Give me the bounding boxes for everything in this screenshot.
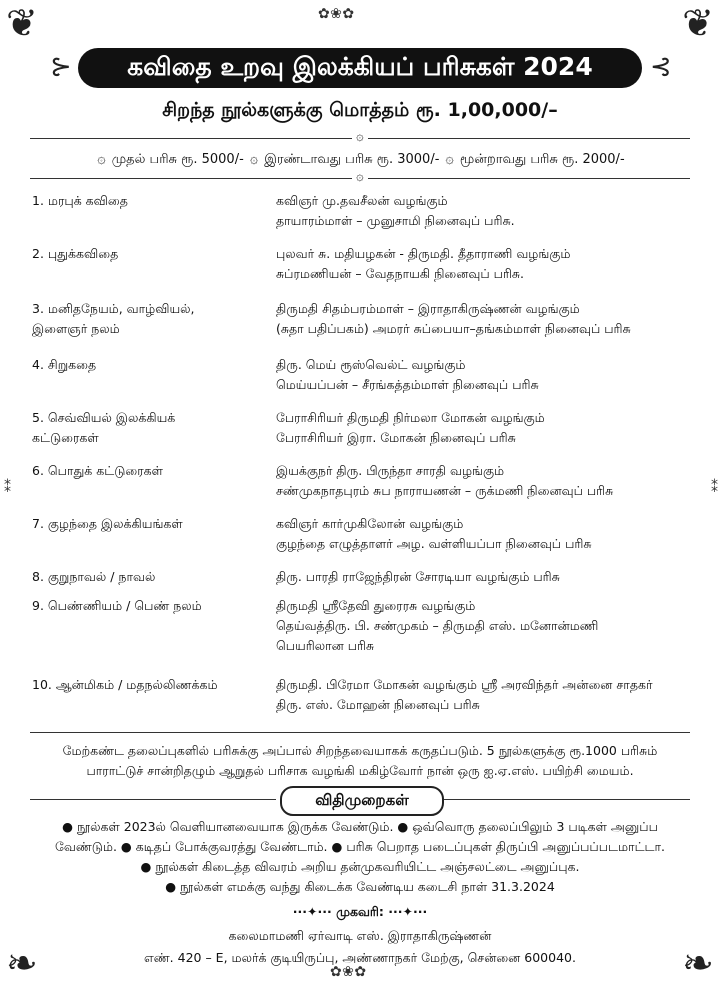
left-ornament-icon: ⁑ bbox=[4, 480, 9, 496]
category-sponsor bbox=[276, 408, 706, 448]
divider bbox=[30, 732, 690, 733]
title-right-ornament-icon: ⊰ bbox=[650, 52, 672, 82]
poster-title: கவிதை உறவு இலக்கியப் பரிசுகள் 2024 bbox=[78, 48, 642, 88]
title-left-ornament-icon: ⊱ bbox=[50, 52, 72, 82]
dash-ornament-icon: ···✦··· bbox=[388, 904, 428, 919]
category-sponsor bbox=[276, 191, 706, 231]
corner-ornament-icon: ❦ bbox=[6, 1, 38, 45]
rules-list bbox=[30, 817, 690, 897]
category-sponsor bbox=[276, 596, 706, 656]
sponsor-line: கவிஞர் மு.தவசீலன் வழங்கும் bbox=[276, 193, 448, 208]
category-name: 5. செவ்வியல் இலக்கியக் கட்டுரைகள் bbox=[32, 410, 176, 445]
sponsor-line: திருமதி சிதம்பரம்மாள் – இராதாகிருஷ்ணன் வழங்கும் bbox=[276, 301, 580, 316]
sponsor-line: தெய்வத்திரு. பி. சண்முகம் – திருமதி எஸ். மனோன்மணி bbox=[276, 618, 599, 633]
prize-amounts bbox=[0, 151, 720, 168]
category-name: 6. பொதுக் கட்டுரைகள் bbox=[32, 463, 163, 478]
sponsor-line: கவிஞர் கார்முகிலோன் வழங்கும் bbox=[276, 516, 464, 531]
total-prize-subtitle: சிறந்த நூல்களுக்கு மொத்தம் ரூ. 1,00,000/– bbox=[162, 99, 558, 121]
note-line: பாராட்டுச் சான்றிதழும் ஆறுதல் பரிசாக வழங்கி மகிழ்வோர் நான் ஒரு ஐ.ஏ.எஸ். பயிற்சி மையம். bbox=[86, 763, 634, 778]
category-sponsor bbox=[276, 355, 706, 395]
flower-bullet-icon: ۞ bbox=[445, 151, 454, 167]
flower-bullet-icon: ۞ bbox=[249, 151, 259, 167]
divider bbox=[444, 799, 690, 800]
category-sponsor bbox=[276, 299, 706, 339]
address-name: கலைமாமணி ஏர்வாடி எஸ். இராதாகிருஷ்ணன் bbox=[228, 928, 492, 943]
rule-line: வேண்டும். ● கடிதப் போக்குவரத்து வேண்டாம். ● பரிசு பெறாத படைப்புகள் திருப்பி அனுப்பப்படமாட்டா. bbox=[55, 839, 665, 854]
sponsor-line: (சுதா பதிப்பகம்) அமரர் சுப்பையா–தங்கம்மாள் நினைவுப் பரிசு bbox=[276, 321, 631, 336]
category-name: 8. குறுநாவல் / நாவல் bbox=[32, 569, 156, 584]
divider bbox=[30, 799, 276, 800]
category-name: 2. புதுக்கவிதை bbox=[32, 246, 119, 261]
sponsor-line: திருமதி. பிரேமா மோகன் வழங்கும் ஸ்ரீ அரவிந்தர் அன்னை சாதகர் bbox=[276, 677, 653, 692]
sponsor-line: இயக்குநர் திரு. பிருந்தா சாரதி வழங்கும் bbox=[276, 463, 505, 478]
sponsor-line: புலவர் சு. மதியழகன் - திருமதி. தீதாராணி வழங்கும் bbox=[276, 246, 571, 261]
category-sponsor bbox=[276, 244, 706, 284]
rule-line: ● நூல்கள் எமக்கு வந்து கிடைக்க வேண்டிய கடைசி நாள் 31.3.2024 bbox=[165, 879, 555, 894]
right-ornament-icon: ⁑ bbox=[711, 480, 716, 496]
sponsor-line: திரு. பாரதி ராஜேந்திரன் சோரடியா வழங்கும் பரிசு bbox=[276, 569, 560, 584]
category-name: 1. மரபுக் கவிதை bbox=[32, 193, 128, 208]
category-sponsor bbox=[276, 461, 706, 501]
address-heading bbox=[0, 904, 720, 921]
category-name: 4. சிறுகதை bbox=[32, 357, 97, 372]
category-sponsor bbox=[276, 675, 706, 715]
category-name: 7. குழந்தை இலக்கியங்கள் bbox=[32, 516, 183, 531]
category-name: 3. மனிதநேயம், வாழ்வியல், இளைஞர் நலம் bbox=[32, 301, 195, 336]
corner-ornament-icon: ❦ bbox=[682, 1, 714, 45]
sponsor-line: பேராசிரியர் திருமதி நிர்மலா மோகன் வழங்கும் bbox=[276, 410, 545, 425]
consolation-note bbox=[30, 741, 690, 781]
category-name: 9. பெண்ணியம் / பெண் நலம் bbox=[32, 598, 202, 613]
note-line: மேற்கண்ட தலைப்புகளில் பரிசுக்கு அப்பால் சிறந்தவையாகக் கருதப்படும். 5 நூல்களுக்கு ரூ.1000 பரிசும் bbox=[62, 743, 658, 758]
divider-ornament-icon: ۞ bbox=[352, 169, 368, 184]
sponsor-line: மெய்யப்பன் – சீரங்கத்தம்மாள் நினைவுப் பரிசு bbox=[276, 377, 539, 392]
sponsor-line: சுப்ரமணியன் – வேதநாயகி நினைவுப் பரிசு. bbox=[276, 266, 525, 281]
rule-line: ● நூல்கள் 2023ல் வெளியானவையாக இருக்க வேண்டும். ● ஒவ்வொரு தலைப்பிலும் 3 படிகள் அனுப்ப bbox=[62, 819, 658, 834]
sponsor-line: குழந்தை எழுத்தாளர் அழ. வள்ளியப்பா நினைவுப் பரிசு bbox=[276, 536, 592, 551]
sponsor-line: திரு. எஸ். மோஹன் நினைவுப் பரிசு bbox=[276, 697, 480, 712]
first-prize: முதல் பரிசு ரூ. 5000/- bbox=[111, 152, 244, 167]
sponsor-line: திருமதி ஸ்ரீதேவி துரைரசு வழங்கும் bbox=[276, 598, 476, 613]
address-line: எண். 420 – E, மலர்க் குடியிருப்பு, அண்ணாநகர் மேற்கு, சென்னை 600040. bbox=[144, 950, 576, 965]
sponsor-line: பேராசிரியர் இரா. மோகன் நினைவுப் பரிசு bbox=[276, 430, 516, 445]
bottom-ornament-icon: ✿ ❀ ✿ bbox=[330, 964, 365, 980]
sponsor-line: திரு. மெய் ரூஸ்வெல்ட் வழங்கும் bbox=[276, 357, 466, 372]
rules-heading: விதிமுறைகள் bbox=[280, 786, 444, 816]
category-name: 10. ஆன்மிகம் / மதநல்லிணக்கம் bbox=[32, 677, 218, 692]
sponsor-line: சண்முகநாதபுரம் சுப நாராயணன் – ருக்மணி நினைவுப் பரிசு bbox=[276, 483, 614, 498]
dash-ornament-icon: ···✦··· bbox=[292, 904, 332, 919]
sponsor-line: தாயாரம்மாள் – முனுசாமி நினைவுப் பரிசு. bbox=[276, 213, 515, 228]
category-sponsor bbox=[276, 514, 706, 554]
third-prize: மூன்றாவது பரிசு ரூ. 2000/- bbox=[459, 152, 625, 167]
address-heading-label: முகவரி: bbox=[336, 904, 384, 919]
corner-ornament-icon: ❧ bbox=[6, 941, 38, 985]
top-ornament-icon: ✿ ❀ ✿ bbox=[318, 6, 353, 22]
category-sponsor bbox=[276, 567, 706, 587]
divider-ornament-icon: ۞ bbox=[352, 129, 368, 144]
sponsor-line: பெயரிலான பரிசு bbox=[276, 638, 375, 653]
second-prize: இரண்டாவது பரிசு ரூ. 3000/- bbox=[264, 152, 440, 167]
rule-line: ● நூல்கள் கிடைத்த விவரம் அறிய தன்முகவரியிட்ட அஞ்சலட்டை அனுப்புக. bbox=[140, 859, 580, 874]
flower-bullet-icon: ۞ bbox=[97, 151, 106, 167]
corner-ornament-icon: ❧ bbox=[682, 941, 714, 985]
